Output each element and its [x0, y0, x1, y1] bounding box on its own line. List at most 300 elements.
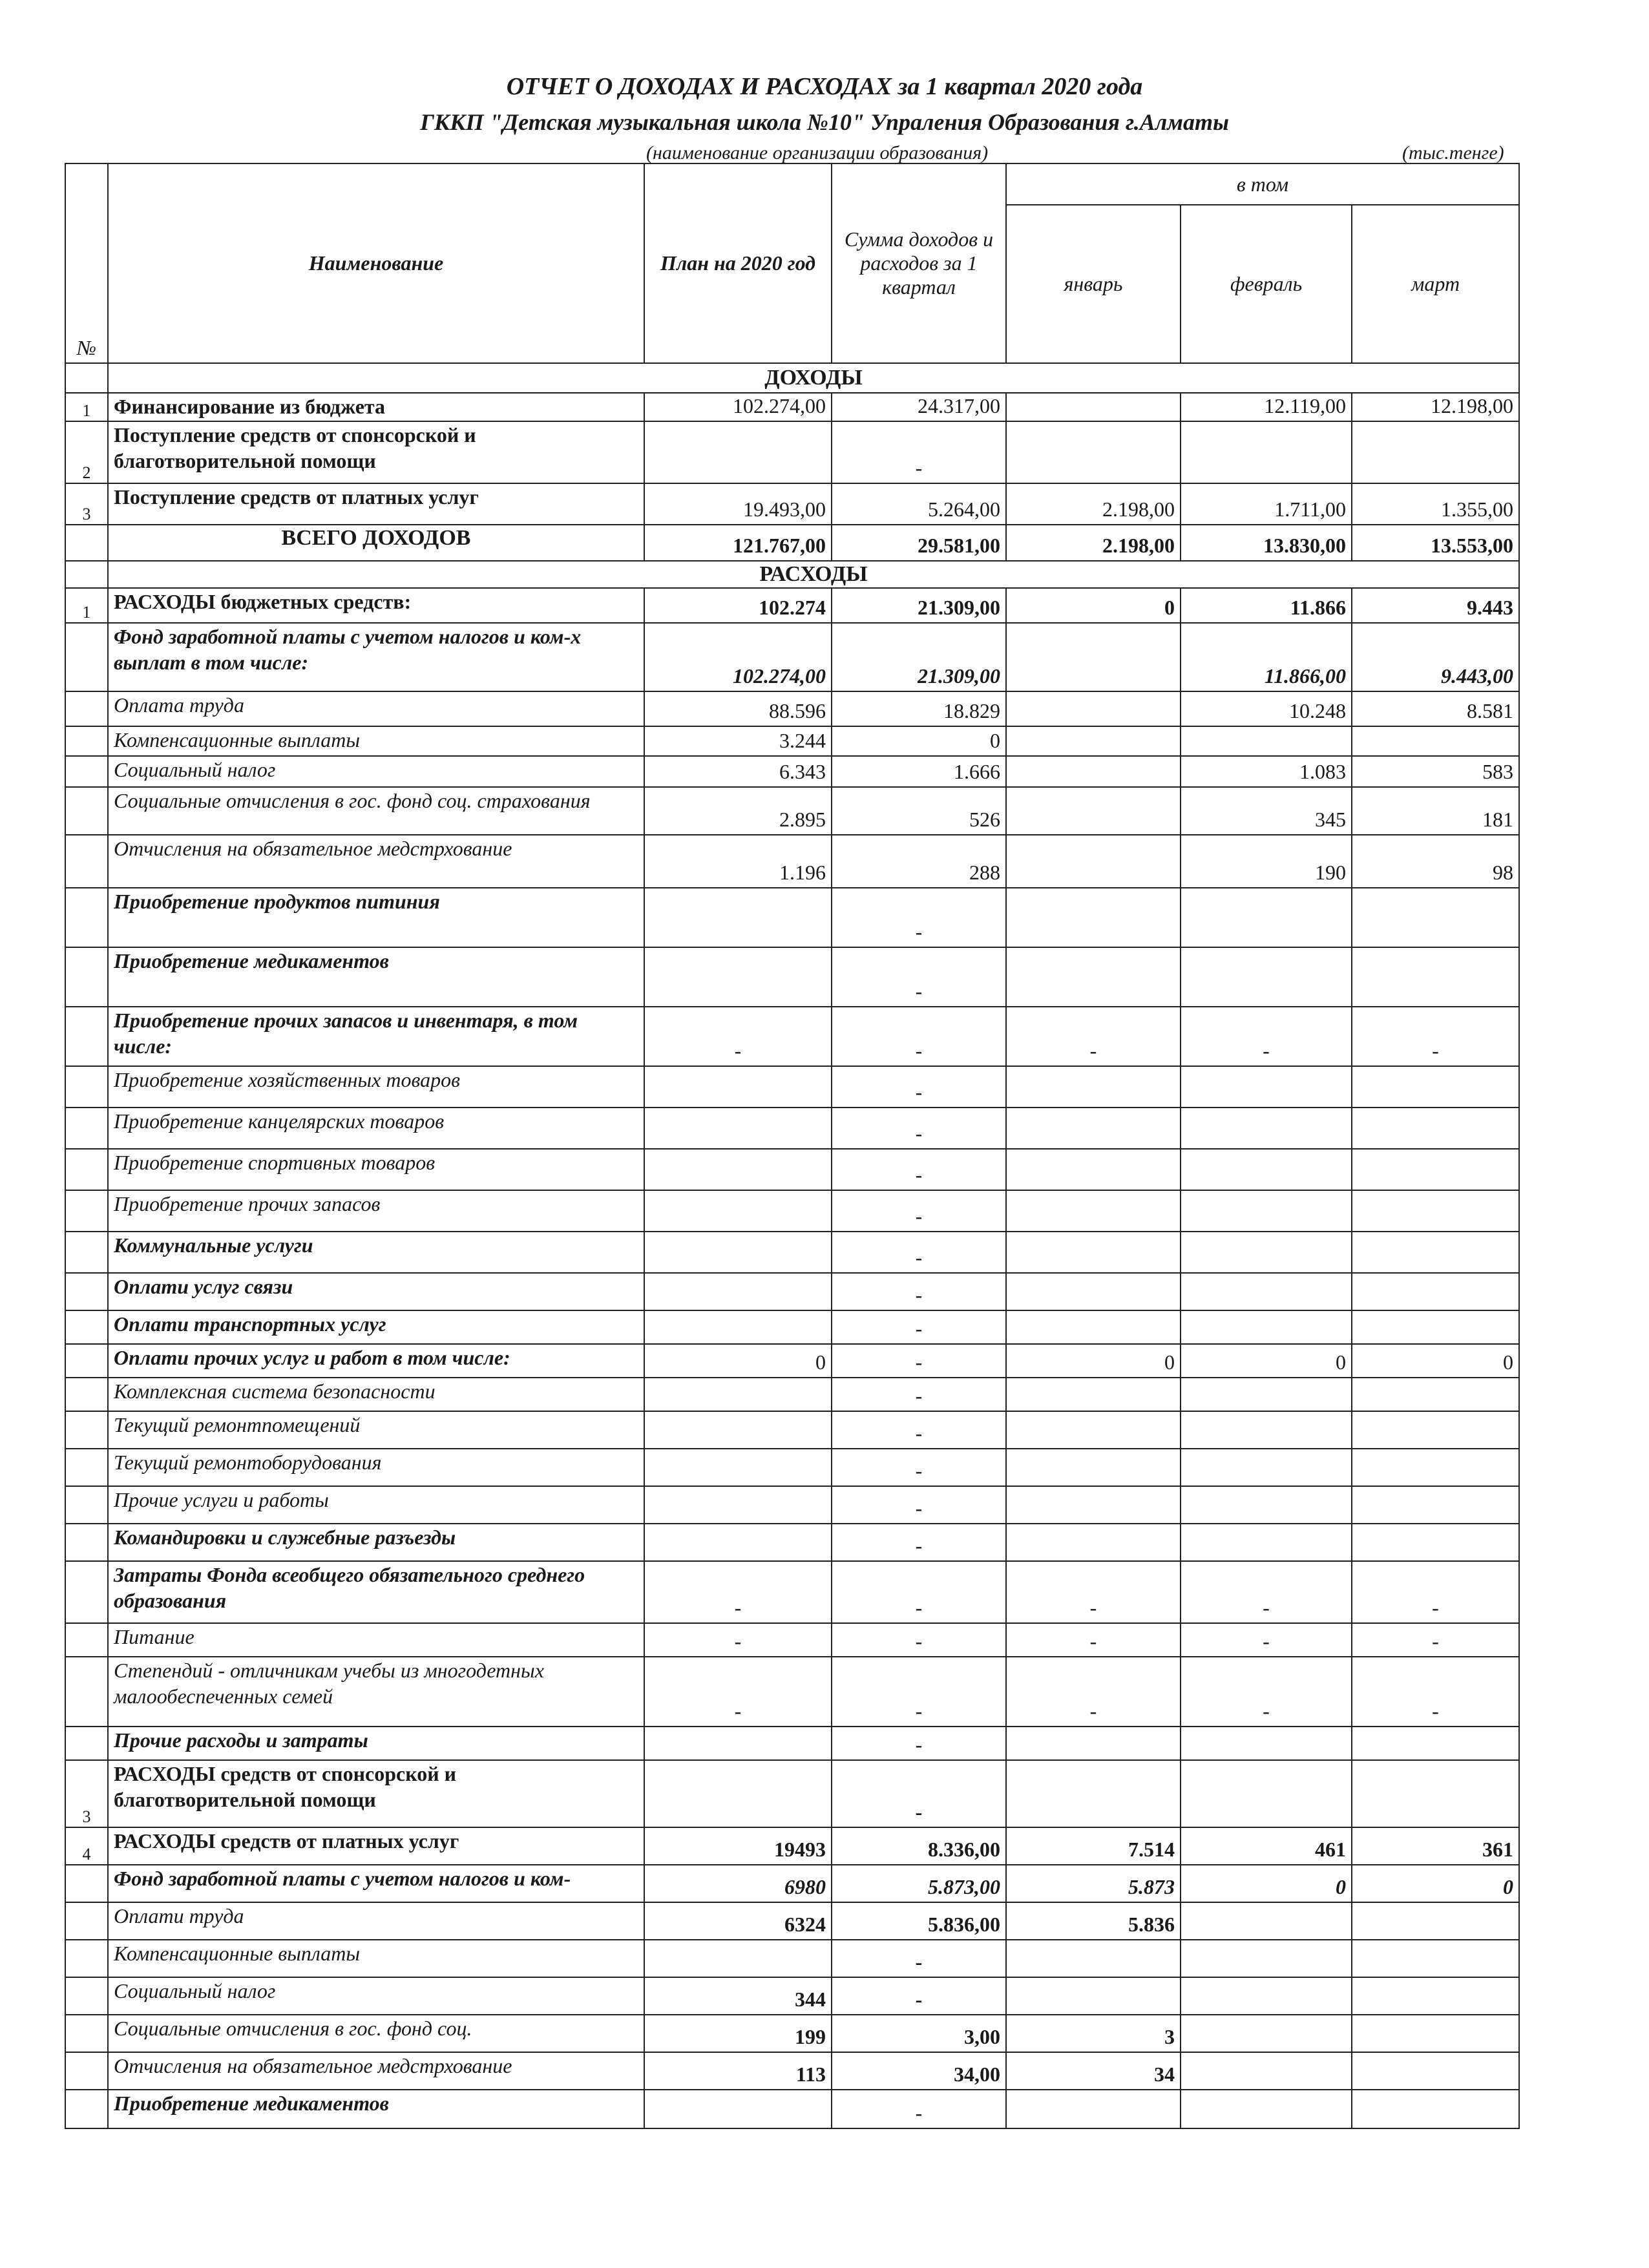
cell-plan: 2.895 — [644, 787, 832, 835]
row-number — [65, 623, 108, 691]
table-row — [65, 1561, 1519, 1623]
row-name: Фонд заработной платы с учетом налогов и ком-х выплат в том числе: — [108, 623, 644, 691]
cell-feb — [1181, 1940, 1352, 1977]
cell-jan — [1006, 421, 1181, 483]
table-row — [65, 525, 1519, 561]
cell-mar — [1352, 1902, 1519, 1940]
cell-plan: - — [644, 1657, 832, 1727]
table-row — [65, 787, 1519, 835]
cell-jan — [1006, 726, 1181, 756]
table-row — [65, 1190, 1519, 1232]
row-name: Приобретение канцелярских товаров — [108, 1108, 644, 1149]
cell-plan — [644, 1486, 832, 1524]
cell-mar: 9.443 — [1352, 588, 1519, 623]
cell-plan — [644, 888, 832, 947]
row-number — [65, 1449, 108, 1486]
cell-sum: 1.666 — [832, 756, 1006, 787]
row-number — [65, 1344, 108, 1378]
cell-mar — [1352, 1524, 1519, 1561]
row-name: Оплата труда — [108, 691, 644, 726]
cell-mar — [1352, 1232, 1519, 1273]
cell-jan: 7.514 — [1006, 1827, 1181, 1865]
cell-plan: 102.274,00 — [644, 393, 832, 421]
cell-jan: 3 — [1006, 2015, 1181, 2052]
cell-feb — [1181, 1411, 1352, 1449]
cell-sum: - — [832, 1108, 1006, 1149]
cell-sum: - — [832, 1940, 1006, 1977]
cell-feb — [1181, 947, 1352, 1007]
cell-mar — [1352, 947, 1519, 1007]
cell-plan — [644, 1108, 832, 1149]
table-row — [65, 1232, 1519, 1273]
table-row — [65, 1449, 1519, 1486]
cell-mar — [1352, 1378, 1519, 1411]
cell-sum: 21.309,00 — [832, 623, 1006, 691]
cell-mar: - — [1352, 1657, 1519, 1727]
cell-plan: 3.244 — [644, 726, 832, 756]
cell-sum: 0 — [832, 726, 1006, 756]
cell-mar — [1352, 421, 1519, 483]
row-number — [65, 1524, 108, 1561]
cell-feb — [1181, 2015, 1352, 2052]
cell-sum: 21.309,00 — [832, 588, 1006, 623]
row-number — [65, 1378, 108, 1411]
cell-jan — [1006, 1190, 1181, 1232]
cell-feb: 11.866 — [1181, 588, 1352, 623]
cell-plan: 344 — [644, 1977, 832, 2015]
cell-plan — [644, 1524, 832, 1561]
cell-jan: - — [1006, 1623, 1181, 1657]
row-name: Прочие расходы и затраты — [108, 1727, 644, 1760]
row-name: Степендий - отличникам учебы из многодетных малообеспеченных семей — [108, 1657, 644, 1727]
cell-feb: 1.083 — [1181, 756, 1352, 787]
cell-jan — [1006, 1411, 1181, 1449]
cell-sum: - — [832, 1524, 1006, 1561]
table-row — [65, 1940, 1519, 1977]
cell-mar — [1352, 1940, 1519, 1977]
cell-jan — [1006, 1066, 1181, 1108]
cell-plan: 88.596 — [644, 691, 832, 726]
row-number — [65, 1232, 108, 1273]
cell-feb — [1181, 421, 1352, 483]
table-row — [65, 1310, 1519, 1344]
cell-feb: 11.866,00 — [1181, 623, 1352, 691]
cell-jan: - — [1006, 1561, 1181, 1623]
cell-plan — [644, 1232, 832, 1273]
table-row — [65, 1149, 1519, 1190]
row-name: Финансирование из бюджета — [108, 393, 644, 421]
row-number — [65, 1727, 108, 1760]
cell-feb — [1181, 2090, 1352, 2128]
row-name: Командировки и служебные разъезды — [108, 1524, 644, 1561]
cell-feb: 190 — [1181, 835, 1352, 888]
table-row — [65, 1977, 1519, 2015]
table-row — [65, 835, 1519, 888]
cell-sum: - — [832, 1310, 1006, 1344]
table-row — [65, 1486, 1519, 1524]
row-name: Текущий ремонтоборудования — [108, 1449, 644, 1486]
cell-plan: 199 — [644, 2015, 832, 2052]
cell-mar: 361 — [1352, 1827, 1519, 1865]
table-row — [65, 1273, 1519, 1310]
row-name: Приобретение хозяйственных товаров — [108, 1066, 644, 1108]
cell-plan — [644, 1273, 832, 1310]
cell-jan: - — [1006, 1007, 1181, 1066]
cell-sum: - — [832, 1977, 1006, 2015]
row-number — [65, 1273, 108, 1310]
cell-jan — [1006, 1486, 1181, 1524]
cell-plan: 19.493,00 — [644, 483, 832, 525]
cell-mar: - — [1352, 1007, 1519, 1066]
cell-mar: 9.443,00 — [1352, 623, 1519, 691]
table-row — [65, 1902, 1519, 1940]
row-name: Поступление средств от платных услуг — [108, 483, 644, 525]
table-row — [65, 1760, 1519, 1827]
row-name: Социальные отчисления в гос. фонд соц. страхования — [108, 787, 644, 835]
row-number — [65, 835, 108, 888]
row-name: Оплати транспортных услуг — [108, 1310, 644, 1344]
header-february: февраль — [1181, 205, 1352, 363]
row-number — [65, 1411, 108, 1449]
cell-sum: - — [832, 1657, 1006, 1727]
row-name: РАСХОДЫ средств от платных услуг — [108, 1827, 644, 1865]
cell-plan — [644, 1149, 832, 1190]
row-name: Затраты Фонда всеобщего обязательного среднего образования — [108, 1561, 644, 1623]
cell-sum: 5.873,00 — [832, 1865, 1006, 1902]
cell-feb — [1181, 1486, 1352, 1524]
row-name: Питание — [108, 1623, 644, 1657]
table-row — [65, 623, 1519, 691]
cell-plan: 1.196 — [644, 835, 832, 888]
cell-sum: - — [832, 1449, 1006, 1486]
row-name: Отчисления на обязательное медстрхование — [108, 835, 644, 888]
cell-feb: - — [1181, 1007, 1352, 1066]
table-row — [65, 2015, 1519, 2052]
cell-plan: 102.274 — [644, 588, 832, 623]
section-expense: РАСХОДЫ — [108, 561, 1519, 588]
row-number — [65, 1310, 108, 1344]
cell-mar: 12.198,00 — [1352, 393, 1519, 421]
cell-mar — [1352, 1727, 1519, 1760]
cell-feb — [1181, 1273, 1352, 1310]
cell-feb — [1181, 1108, 1352, 1149]
cell-mar — [1352, 1760, 1519, 1827]
row-name: Приобретение прочих запасов и инвентаря, в том числе: — [108, 1007, 644, 1066]
cell-plan — [644, 1066, 832, 1108]
row-name: Приобретение медикаментов — [108, 2090, 644, 2128]
cell-plan — [644, 1940, 832, 1977]
table-row — [65, 1344, 1519, 1378]
cell-feb — [1181, 1378, 1352, 1411]
cell-sum: - — [832, 1190, 1006, 1232]
row-number: 3 — [65, 483, 108, 525]
cell-plan: 6.343 — [644, 756, 832, 787]
cell-feb — [1181, 1232, 1352, 1273]
cell-plan — [644, 1411, 832, 1449]
cell-sum: - — [832, 1378, 1006, 1411]
row-number — [65, 1149, 108, 1190]
row-name: Приобретение продуктов питиния — [108, 888, 644, 947]
header-including: в том — [1006, 163, 1519, 205]
cell-feb: 1.711,00 — [1181, 483, 1352, 525]
cell-feb: - — [1181, 1623, 1352, 1657]
cell-jan: 5.873 — [1006, 1865, 1181, 1902]
cell-feb — [1181, 1902, 1352, 1940]
cell-feb — [1181, 1149, 1352, 1190]
cell-plan: 113 — [644, 2052, 832, 2090]
cell-jan: 5.836 — [1006, 1902, 1181, 1940]
report-title: ОТЧЕТ О ДОХОДАХ И РАСХОДАХ за 1 квартал 2020 года — [506, 73, 1143, 100]
cell-jan — [1006, 1760, 1181, 1827]
cell-sum: 5.264,00 — [832, 483, 1006, 525]
row-name: Оплати услуг связи — [108, 1273, 644, 1310]
cell-mar — [1352, 2015, 1519, 2052]
cell-feb — [1181, 1449, 1352, 1486]
cell-mar — [1352, 1310, 1519, 1344]
row-number — [65, 1108, 108, 1149]
cell-mar — [1352, 1977, 1519, 2015]
row-name: РАСХОДЫ средств от спонсорской и благотворительной помощи — [108, 1760, 644, 1827]
row-name: Оплати прочих услуг и работ в том числе: — [108, 1344, 644, 1378]
cell-jan — [1006, 1449, 1181, 1486]
cell-plan: 121.767,00 — [644, 525, 832, 561]
cell-sum: 29.581,00 — [832, 525, 1006, 561]
cell-jan — [1006, 888, 1181, 947]
row-name: Отчисления на обязательное медстрхование — [108, 2052, 644, 2090]
cell-mar — [1352, 2090, 1519, 2128]
row-name: Приобретение медикаментов — [108, 947, 644, 1007]
table-row — [65, 1007, 1519, 1066]
header-march: март — [1352, 205, 1519, 363]
cell-jan — [1006, 691, 1181, 726]
table-row — [65, 947, 1519, 1007]
cell-jan — [1006, 1108, 1181, 1149]
cell-mar: 583 — [1352, 756, 1519, 787]
organization-title: ГККП "Детская музыкальная школа №10" Упраления Образования г.Алматы — [420, 109, 1229, 135]
cell-feb: 0 — [1181, 1865, 1352, 1902]
cell-mar — [1352, 888, 1519, 947]
cell-plan: 19493 — [644, 1827, 832, 1865]
row-name: Оплати труда — [108, 1902, 644, 1940]
cell-feb — [1181, 1977, 1352, 2015]
table-row — [65, 1411, 1519, 1449]
row-number — [65, 691, 108, 726]
row-number — [65, 1977, 108, 2015]
cell-sum: 5.836,00 — [832, 1902, 1006, 1940]
table-row — [65, 1623, 1519, 1657]
cell-feb: 461 — [1181, 1827, 1352, 1865]
cell-mar: 1.355,00 — [1352, 483, 1519, 525]
cell-feb — [1181, 1524, 1352, 1561]
cell-plan — [644, 1190, 832, 1232]
cell-feb: 345 — [1181, 787, 1352, 835]
cell-sum: - — [832, 1066, 1006, 1108]
cell-jan — [1006, 947, 1181, 1007]
row-number — [65, 2052, 108, 2090]
cell-plan: 0 — [644, 1344, 832, 1378]
cell-mar: 181 — [1352, 787, 1519, 835]
cell-jan: - — [1006, 1657, 1181, 1727]
row-number — [65, 2090, 108, 2128]
cell-sum: 18.829 — [832, 691, 1006, 726]
header-name: Наименование — [108, 163, 644, 363]
cell-sum: 3,00 — [832, 2015, 1006, 2052]
section-number-cell — [65, 561, 108, 588]
cell-jan — [1006, 2090, 1181, 2128]
cell-feb: 12.119,00 — [1181, 393, 1352, 421]
row-name: Коммунальные услуги — [108, 1232, 644, 1273]
cell-mar: 0 — [1352, 1344, 1519, 1378]
cell-jan — [1006, 1727, 1181, 1760]
row-name: РАСХОДЫ бюджетных средств: — [108, 588, 644, 623]
cell-sum: - — [832, 1561, 1006, 1623]
cell-jan — [1006, 1273, 1181, 1310]
table-row — [65, 588, 1519, 623]
cell-feb — [1181, 1066, 1352, 1108]
row-number: 1 — [65, 393, 108, 421]
cell-plan — [644, 1310, 832, 1344]
cell-jan — [1006, 756, 1181, 787]
table-row — [65, 1378, 1519, 1411]
row-number — [65, 1190, 108, 1232]
cell-sum: - — [832, 1149, 1006, 1190]
cell-mar — [1352, 1190, 1519, 1232]
cell-jan — [1006, 1232, 1181, 1273]
table-row — [65, 1865, 1519, 1902]
cell-mar — [1352, 1273, 1519, 1310]
table-row — [65, 888, 1519, 947]
cell-feb — [1181, 726, 1352, 756]
row-number — [65, 726, 108, 756]
cell-mar — [1352, 1066, 1519, 1108]
row-name: Социальный налог — [108, 1977, 644, 2015]
header-quarter-sum: Сумма доходов и расходов за 1 квартал — [832, 163, 1006, 363]
row-number — [65, 787, 108, 835]
row-number — [65, 1486, 108, 1524]
cell-jan: 0 — [1006, 588, 1181, 623]
table-row — [65, 1727, 1519, 1760]
cell-mar: 98 — [1352, 835, 1519, 888]
cell-mar — [1352, 726, 1519, 756]
header-plan: План на 2020 год — [644, 163, 832, 363]
cell-mar — [1352, 1411, 1519, 1449]
table-row — [65, 421, 1519, 483]
row-name: Текущий ремонтпомещений — [108, 1411, 644, 1449]
cell-sum: - — [832, 1232, 1006, 1273]
row-name: Компенсационные выплаты — [108, 1940, 644, 1977]
row-number — [65, 525, 108, 561]
row-number: 3 — [65, 1760, 108, 1827]
cell-sum: - — [832, 2090, 1006, 2128]
cell-sum: - — [832, 1623, 1006, 1657]
cell-feb — [1181, 1190, 1352, 1232]
row-number: 2 — [65, 421, 108, 483]
cell-sum: - — [832, 1760, 1006, 1827]
cell-jan — [1006, 835, 1181, 888]
row-name: Поступление средств от спонсорской и благотворительной помощи — [108, 421, 644, 483]
cell-sum: 24.317,00 — [832, 393, 1006, 421]
cell-mar — [1352, 2052, 1519, 2090]
cell-jan — [1006, 1977, 1181, 2015]
row-name: Прочие услуги и работы — [108, 1486, 644, 1524]
cell-feb: - — [1181, 1561, 1352, 1623]
row-name: Приобретение спортивных товаров — [108, 1149, 644, 1190]
cell-plan — [644, 947, 832, 1007]
cell-mar: 0 — [1352, 1865, 1519, 1902]
table-row — [65, 691, 1519, 726]
table-row — [65, 726, 1519, 756]
row-number — [65, 1066, 108, 1108]
cell-jan — [1006, 623, 1181, 691]
row-number — [65, 1902, 108, 1940]
header-january: январь — [1006, 205, 1181, 363]
row-number — [65, 756, 108, 787]
table-row — [65, 393, 1519, 421]
cell-sum: 8.336,00 — [832, 1827, 1006, 1865]
cell-sum: - — [832, 1007, 1006, 1066]
cell-plan: - — [644, 1561, 832, 1623]
cell-jan: 2.198,00 — [1006, 483, 1181, 525]
organization-caption: (наименование организации образования) — [646, 142, 989, 163]
table-row — [65, 1524, 1519, 1561]
cell-plan — [644, 1727, 832, 1760]
cell-mar — [1352, 1486, 1519, 1524]
row-name: Приобретение прочих запасов — [108, 1190, 644, 1232]
cell-jan — [1006, 1149, 1181, 1190]
cell-sum: - — [832, 1344, 1006, 1378]
cell-mar: 8.581 — [1352, 691, 1519, 726]
section-income: ДОХОДЫ — [108, 363, 1519, 393]
table-row — [65, 756, 1519, 787]
cell-plan — [644, 1378, 832, 1411]
row-number: 4 — [65, 1827, 108, 1865]
cell-jan: 2.198,00 — [1006, 525, 1181, 561]
cell-mar — [1352, 1108, 1519, 1149]
cell-sum: 288 — [832, 835, 1006, 888]
table-row — [65, 1066, 1519, 1108]
cell-plan: 6324 — [644, 1902, 832, 1940]
cell-feb — [1181, 888, 1352, 947]
row-name: Социальный налог — [108, 756, 644, 787]
row-number — [65, 1940, 108, 1977]
cell-sum: - — [832, 1273, 1006, 1310]
cell-plan — [644, 2090, 832, 2128]
row-number — [65, 1623, 108, 1657]
cell-plan — [644, 1449, 832, 1486]
row-name: ВСЕГО ДОХОДОВ — [108, 525, 644, 561]
row-name: Фонд заработной платы с учетом налогов и ком- — [108, 1865, 644, 1902]
cell-mar: - — [1352, 1561, 1519, 1623]
cell-feb: 10.248 — [1181, 691, 1352, 726]
cell-sum: - — [832, 1411, 1006, 1449]
units-caption: (тыс.тенге) — [1402, 142, 1504, 163]
row-number — [65, 1657, 108, 1727]
cell-feb: 0 — [1181, 1344, 1352, 1378]
row-number: 1 — [65, 588, 108, 623]
cell-sum: - — [832, 1486, 1006, 1524]
cell-jan: 0 — [1006, 1344, 1181, 1378]
cell-mar — [1352, 1149, 1519, 1190]
cell-plan: 102.274,00 — [644, 623, 832, 691]
cell-jan — [1006, 1524, 1181, 1561]
cell-feb — [1181, 1727, 1352, 1760]
cell-jan: 34 — [1006, 2052, 1181, 2090]
cell-mar: 13.553,00 — [1352, 525, 1519, 561]
section-number-cell — [65, 363, 108, 393]
cell-jan — [1006, 1940, 1181, 1977]
row-name: Социальные отчисления в гос. фонд соц. — [108, 2015, 644, 2052]
table-row — [65, 2052, 1519, 2090]
